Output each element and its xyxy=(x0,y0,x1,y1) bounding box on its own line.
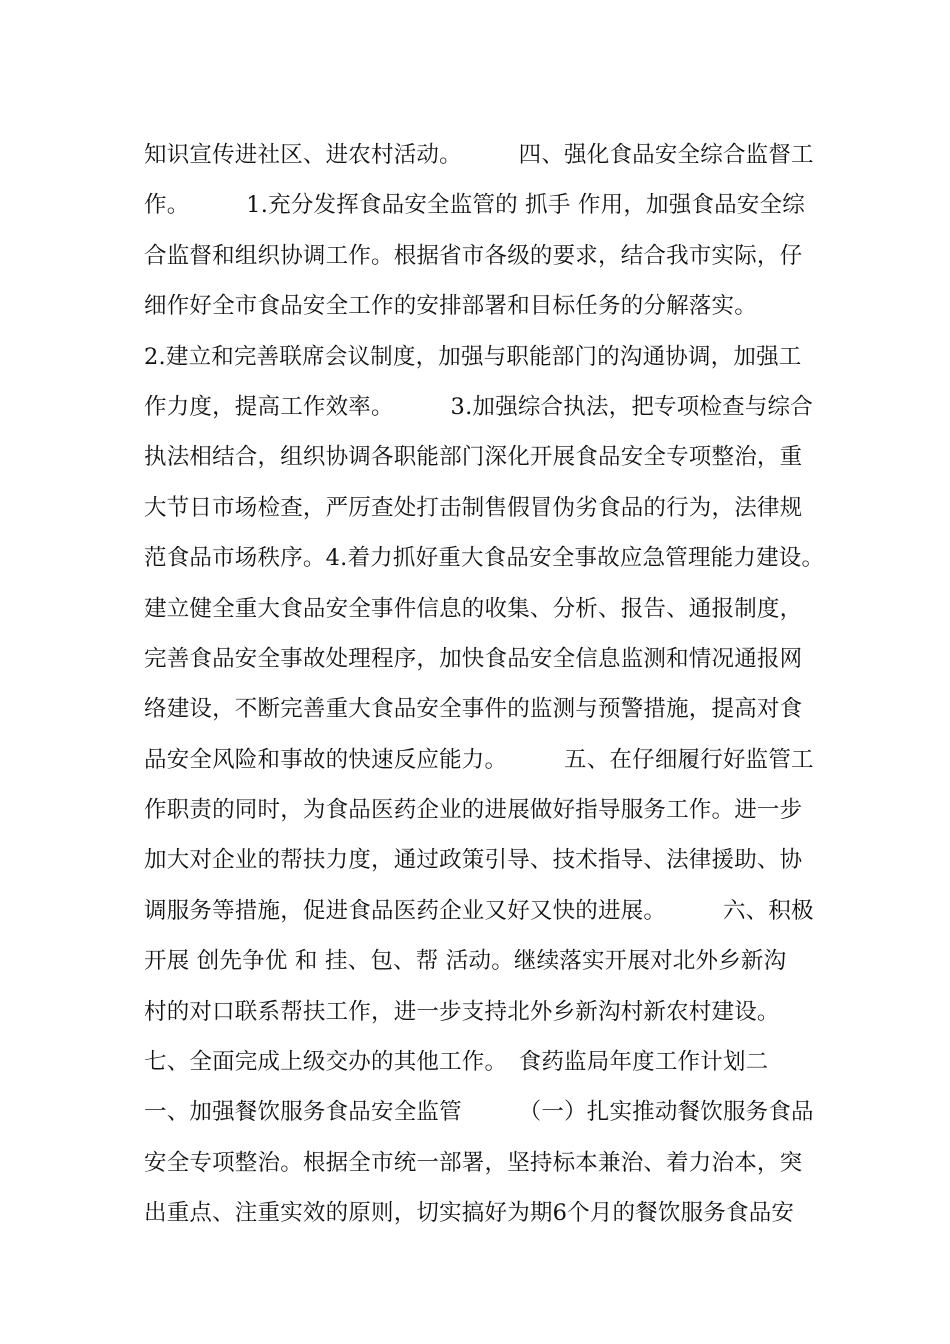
text-line: 作。 1.充分发挥食品安全监管的 抓手 作用，加强食品安全综 xyxy=(144,192,805,219)
text-line: 络建设，不断完善重大食品安全事件的监测与预警措施，提高对食 xyxy=(144,696,803,723)
text-line: 一、加强餐饮服务食品安全监管 （一）扎实推动餐饮服务食品 xyxy=(144,1099,814,1126)
text-line: 加大对企业的帮扶力度，通过政策引导、技术指导、法律援助、协 xyxy=(144,847,803,874)
text-line: 建立健全重大食品安全事件信息的收集、分析、报告、通报制度， xyxy=(144,595,803,622)
text-line: 作职责的同时，为食品医药企业的进展做好指导服务工作。进一步 xyxy=(144,797,803,824)
text-line: 七、全面完成上级交办的其他工作。 食药监局年度工作计划二 xyxy=(144,1049,769,1076)
text-line: 细作好全市食品安全工作的安排部署和目标任务的分解落实。 xyxy=(144,293,757,320)
text-line: 开展 创先争优 和 挂、包、帮 活动。继续落实开展对北外乡新沟 xyxy=(144,948,787,975)
text-line: 完善食品安全事故处理程序，加快食品安全信息监测和情况通报网 xyxy=(144,645,803,672)
body-text xyxy=(144,130,844,1239)
text-line: 村的对口联系帮扶工作，进一步支持北外乡新沟村新农村建设。 xyxy=(144,998,780,1025)
text-line: 安全专项整治。根据全市统一部署，坚持标本兼治、着力治本，突 xyxy=(144,1149,803,1176)
text-line: 知识宣传进社区、进农村活动。 四、强化食品安全综合监督工 xyxy=(144,142,814,168)
text-line: 执法相结合，组织协调各职能部门深化开展食品安全专项整治，重 xyxy=(144,444,803,471)
text-line: 2.建立和完善联席会议制度，加强与职能部门的沟通协调，加强工 xyxy=(144,343,802,370)
text-line: 大节日市场检查，严厉查处打击制售假冒伪劣食品的行为，法律规 xyxy=(144,494,803,521)
text-line: 作力度，提高工作效率。 3.加强综合执法，把专项检查与综合 xyxy=(144,393,813,420)
text-line: 品安全风险和事故的快速反应能力。 五、在仔细履行好监管工 xyxy=(144,746,814,773)
text-line: 范食品市场秩序。4.着力抓好重大食品安全事故应急管理能力建设。 xyxy=(144,545,825,572)
text-line: 调服务等措施，促进食品医药企业又好又快的进展。 六、积极 xyxy=(144,897,814,924)
text-line: 合监督和组织协调工作。根据省市各级的要求，结合我市实际，仔 xyxy=(144,242,803,269)
text-line: 出重点、注重实效的原则，切实搞好为期6个月的餐饮服务食品安 xyxy=(144,1200,795,1227)
